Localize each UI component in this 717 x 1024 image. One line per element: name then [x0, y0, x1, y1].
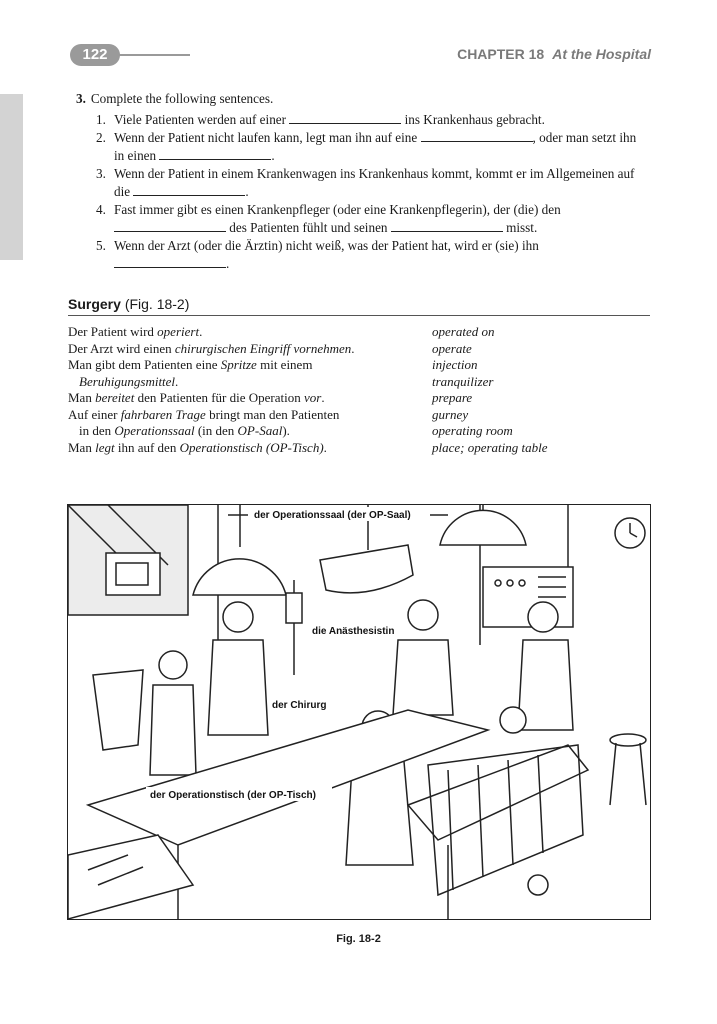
item-text: misst. — [506, 220, 538, 235]
surgical-lamp-icon — [440, 510, 526, 545]
vocab-german: Beruhigungsmittel. — [79, 373, 179, 389]
iv-bag-icon — [286, 593, 302, 623]
figure-operating-room — [67, 504, 651, 920]
section-rule — [68, 315, 650, 316]
running-head — [457, 46, 651, 62]
item-number: 1. — [96, 112, 106, 127]
vocab-row — [68, 423, 653, 440]
item-number: 4. — [96, 202, 106, 217]
stool-leg — [610, 743, 616, 805]
item-text: , oder man setzt ihn in einen — [114, 130, 637, 163]
item-text: Fast immer gibt es einen Krankenpfleger (oder eine Krankenpflegerin), der (die) den — [114, 202, 561, 217]
item-number: 5. — [96, 238, 106, 253]
item-text: . — [226, 256, 230, 271]
surgical-lamp-icon — [320, 545, 413, 593]
side-tab — [0, 94, 23, 260]
vocab-row — [68, 440, 653, 457]
vocab-german: Man bereitet den Patienten für die Operation vor. — [68, 390, 325, 405]
item-text: . — [245, 184, 249, 199]
vocab-german: Man gibt dem Patienten eine Spritze mit einem — [68, 357, 313, 372]
exercise-item-5 — [76, 237, 646, 273]
vocab-german: Auf einer fahrbaren Trage bringt man den Patienten — [68, 406, 340, 422]
exercise-items — [76, 111, 646, 273]
exercise-item-1 — [76, 111, 646, 129]
surgeon-figure — [208, 602, 268, 735]
chapter-number: CHAPTER 18 — [457, 46, 545, 62]
vocab-english: operating room — [432, 423, 513, 438]
exercise-3 — [76, 90, 646, 273]
vocab-english: injection — [432, 357, 478, 372]
answer-blank[interactable] — [159, 147, 271, 160]
label-room: der Operationssaal (der OP-Saal) — [254, 510, 411, 521]
exercise-item-2 — [76, 129, 646, 165]
monitor-icon — [106, 553, 160, 595]
vocab-row — [68, 357, 653, 374]
exercise-number: 3. — [76, 91, 86, 106]
exercise-item-3 — [76, 165, 646, 201]
exercise-item-4 — [76, 201, 646, 237]
instruction-text: Complete the following sentences. — [90, 91, 274, 106]
vocab-row — [68, 390, 653, 407]
vocab-english: prepare — [432, 390, 473, 405]
answer-blank[interactable] — [114, 219, 226, 232]
answer-blank[interactable] — [421, 129, 533, 142]
vocab-english: tranquilizer — [432, 373, 494, 389]
label-anesthetist: die Anästhesistin — [312, 626, 395, 637]
section-figure-ref: (Fig. 18-2) — [124, 296, 190, 312]
figure-caption: Fig. 18-2 — [336, 933, 381, 945]
page-number: 122 — [70, 44, 120, 66]
wastebasket — [93, 670, 143, 750]
gurney — [408, 745, 588, 840]
anesthetist-figure — [393, 600, 453, 715]
label-table: der Operationstisch (der OP-Tisch) — [150, 790, 316, 801]
operating-room-illustration — [68, 505, 650, 919]
item-text: des Patienten fühlt und seinen — [229, 220, 388, 235]
section-title — [68, 296, 189, 312]
vocab-german: Man legt ihn auf den Operationstisch (OP-Tisch). — [68, 439, 327, 455]
vocab-row — [68, 324, 653, 341]
nurse-left — [150, 651, 196, 775]
chapter-title: At the Hospital — [552, 46, 651, 62]
item-text: Wenn der Arzt (oder die Ärztin) nicht weiß, was der Patient hat, wird er (sie) ihn — [114, 238, 539, 253]
vocab-row — [68, 341, 653, 358]
vocab-german: in den Operationssaal (in den OP-Saal). — [79, 423, 290, 438]
vocab-german: Der Patient wird operiert. — [68, 324, 203, 339]
vocab-english: place; operating table — [432, 439, 548, 455]
stool-leg — [640, 743, 646, 805]
item-number: 3. — [96, 166, 106, 181]
vocab-english: gurney — [432, 406, 469, 422]
vocab-list — [68, 324, 653, 456]
item-text: . — [271, 148, 275, 163]
item-text: Wenn der Patient nicht laufen kann, legt man ihn auf eine — [114, 130, 418, 145]
item-number: 2. — [96, 130, 106, 145]
section-name: Surgery — [68, 296, 121, 312]
item-text: ins Krankenhaus gebracht. — [404, 112, 545, 127]
instrument-tray — [68, 835, 193, 919]
vocab-german: Der Arzt wird einen chirurgischen Eingriff vornehmen. — [68, 340, 355, 356]
header-rule — [118, 54, 190, 56]
answer-blank[interactable] — [133, 183, 245, 196]
answer-blank[interactable] — [391, 219, 503, 232]
surgical-lamp-icon — [193, 559, 286, 595]
vocab-row — [68, 374, 653, 391]
answer-blank[interactable] — [114, 255, 226, 268]
item-text: Viele Patienten werden auf einer — [114, 112, 287, 127]
label-surgeon: der Chirurg — [272, 700, 327, 711]
answer-blank[interactable] — [289, 111, 401, 124]
vocab-english: operate — [432, 340, 472, 356]
vocab-english: operated on — [432, 324, 495, 339]
wheel-icon — [528, 875, 548, 895]
vocab-row — [68, 407, 653, 424]
patient-head — [500, 707, 526, 733]
exercise-instruction — [76, 90, 646, 108]
item-text: Wenn der Patient in einem Krankenwagen ins Krankenhaus kommt, kommt er im Allgemeinen auf die — [114, 166, 635, 199]
